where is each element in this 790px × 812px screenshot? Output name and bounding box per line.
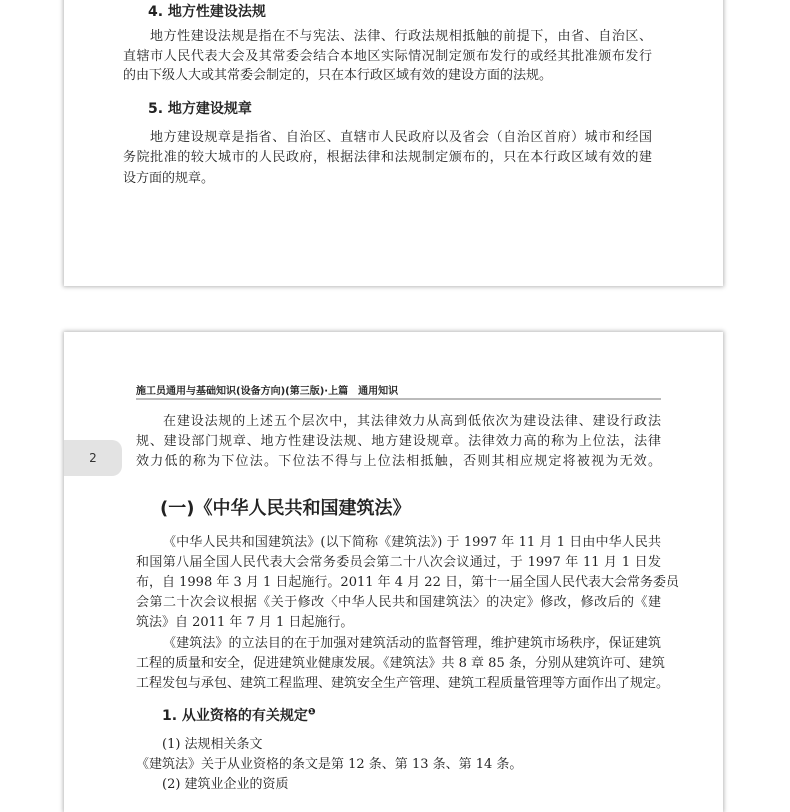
heading-local-regulations: 4. 地方性建设法规 xyxy=(148,4,266,20)
paragraph-line: 工程发包与承包、建筑工程监理、建筑安全生产管理、建筑工程质量管理等方面作出了规定。 xyxy=(136,676,670,691)
paragraph-line: 在建设法规的上述五个层次中，其法律效力从高到低依次为建设法律、建设行政法 xyxy=(163,414,661,429)
heading-local-rules: 5. 地方建设规章 xyxy=(148,101,252,117)
paragraph-line: 《建筑法》关于从业资格的条文是第 12 条、第 13 条、第 14 条。 xyxy=(136,757,523,772)
paragraph-line: 规、建设部门规章、地方性建设法规、地方建设规章。法律效力高的称为上位法，法律 xyxy=(136,434,661,449)
paragraph-line: 工程的质量和安全，促进建筑业健康发展。《建筑法》共 8 章 85 条，分别从建筑许可、建筑 xyxy=(136,656,665,671)
header-rule xyxy=(136,398,661,400)
list-item: (1) 法规相关条文 xyxy=(162,737,263,752)
paragraph-line: 效力低的称为下位法。下位法不得与上位法相抵触，否则其相应规定将被视为无效。 xyxy=(136,454,661,469)
document-page-2 xyxy=(64,332,723,812)
running-header: 施工员通用与基础知识(设备方向)(第三版)·上篇 通用知识 xyxy=(136,386,399,397)
page-number-tab: 2 xyxy=(64,440,122,476)
paragraph-line: 《中华人民共和国建筑法》(以下简称《建筑法》) 于 1997 年 11 月 1 日由中华人民共 xyxy=(163,535,661,550)
footnote-marker[interactable]: ❶ xyxy=(307,707,316,718)
document-page-1 xyxy=(64,0,723,286)
list-item: (2) 建筑业企业的资质 xyxy=(162,777,289,792)
paragraph-line: 和国第八届全国人民代表大会常务委员会第二十八次会议通过，于 1997 年 11 月 1 日发 xyxy=(136,555,661,570)
subheading-text: 1. 从业资格的有关规定 xyxy=(162,708,308,724)
paragraph-line: 布，自 1998 年 3 月 1 日起施行。2011 年 4 月 22 日，第十一届全国人民代表大会常务委员 xyxy=(136,575,679,590)
subheading-qualifications xyxy=(162,705,316,725)
paragraph-line: 地方建设规章是指省、自治区、直辖市人民政府以及省会（自治区首府）城市和经国 xyxy=(150,130,652,145)
paragraph-line: 的由下级人大或其常委会制定的，只在本行政区域有效的建设方面的法规。 xyxy=(123,68,553,83)
paragraph-line: 设方面的规章。 xyxy=(123,171,215,186)
paragraph-line: 会第二十次会议根据《关于修改〈中华人民共和国建筑法〉的决定》修改，修改后的《建 xyxy=(136,595,661,610)
paragraph-line: 务院批准的较大城市的人民政府，根据法律和法规制定颁布的，只在本行政区域有效的建 xyxy=(123,150,652,165)
paragraph-line: 直辖市人民代表大会及其常委会结合本地区实际情况制定颁布发行的或经其批准颁布发行 xyxy=(123,49,652,64)
paragraph-line: 《建筑法》的立法目的在于加强对建筑活动的监督管理，维护建筑市场秩序，保证建筑 xyxy=(163,636,661,651)
paragraph-line: 地方性建设法规是指在不与宪法、法律、行政法规相抵触的前提下，由省、自治区、 xyxy=(150,29,652,44)
section-title: (一)《中华人民共和国建筑法》 xyxy=(160,498,411,519)
paragraph-line: 筑法》自 2011 年 7 月 1 日起施行。 xyxy=(136,615,354,630)
